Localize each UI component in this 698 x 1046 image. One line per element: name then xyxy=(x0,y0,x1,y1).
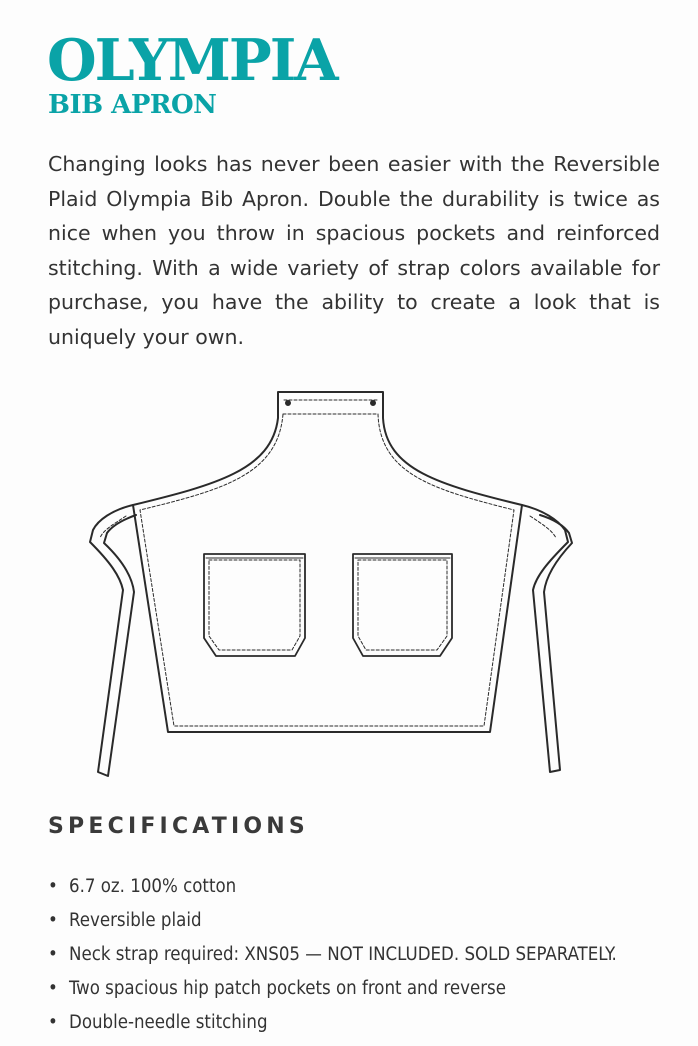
spec-text: 6.7 oz. 100% cotton xyxy=(69,876,237,897)
specifications-list xyxy=(48,870,617,1040)
spec-text: Two spacious hip patch pockets on front and reverse xyxy=(69,978,506,999)
spec-text: Double-needle stitching xyxy=(69,1012,268,1033)
spec-item-reversible xyxy=(48,904,617,938)
spec-text: Neck strap required: XNS05 — NOT INCLUDED. SOLD SEPARATELY. xyxy=(69,944,617,965)
product-description: Changing looks has never been easier with the Reversible Plaid Olympia Bib Apron. Double the durability is twice as nice when you throw in spacious pockets and reinforced stitching. With a wide variety of strap colors available for purchase, you have the ability to create a look that is uniquely your own. xyxy=(48,152,660,349)
spec-item-stitching xyxy=(48,1006,617,1040)
spec-item-weight xyxy=(48,870,617,904)
spec-item-pockets xyxy=(48,972,617,1006)
product-title: OLYMPIA xyxy=(47,27,337,94)
bullet-icon: • xyxy=(48,944,58,965)
bullet-icon: • xyxy=(48,978,58,999)
product-subtitle: BIB APRON xyxy=(48,90,217,120)
apron-illustration xyxy=(0,380,698,800)
spec-text: Reversible plaid xyxy=(69,910,202,931)
bullet-icon: • xyxy=(48,1012,58,1033)
specifications-heading: SPECIFICATIONS xyxy=(48,814,309,839)
bullet-icon: • xyxy=(48,910,58,931)
spec-item-neck-strap xyxy=(48,938,617,972)
bullet-icon: • xyxy=(48,876,58,897)
